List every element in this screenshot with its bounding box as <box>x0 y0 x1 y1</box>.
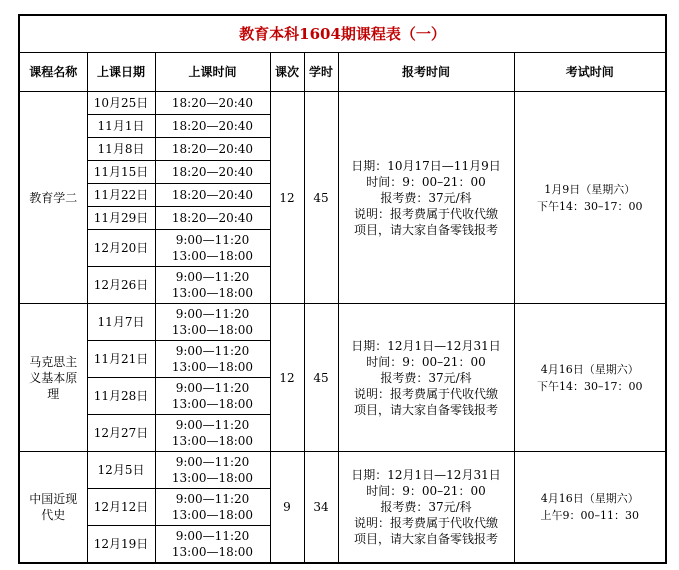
exam-info <box>514 304 666 452</box>
register-info-line: 说明：报考费属于代收代缴 <box>353 386 498 401</box>
register-info-line: 日期：12月1日—12月31日 <box>351 338 501 353</box>
class-time-line: 18:20—20:40 <box>171 96 254 110</box>
class-time-line: 9:00—11:20 <box>175 492 250 506</box>
hours-count: 45 <box>304 304 338 452</box>
register-info-line: 时间：9：00–21：00 <box>366 354 486 369</box>
course-name-line: 中国近现 <box>29 492 78 506</box>
register-info-line: 项目，请大家自备零钱报考 <box>353 402 498 417</box>
header-exam-time: 考试时间 <box>514 53 666 92</box>
class-date: 11月29日 <box>87 207 155 230</box>
course-name-line: 教育学二 <box>29 190 78 205</box>
header-class-date: 上课日期 <box>87 53 155 92</box>
exam-info-line: 上午9：00–11：30 <box>540 509 640 522</box>
class-time <box>155 161 270 184</box>
class-time-line: 9:00—11:20 <box>175 233 250 247</box>
course-name-line: 代史 <box>41 508 66 522</box>
class-time <box>155 207 270 230</box>
header-sessions: 课次 <box>270 53 304 92</box>
table-row <box>19 304 666 341</box>
class-date: 10月25日 <box>87 92 155 115</box>
class-date: 11月8日 <box>87 138 155 161</box>
hours-count: 45 <box>304 92 338 304</box>
session-count: 12 <box>270 92 304 304</box>
register-info-line: 说明：报考费属于代收代缴 <box>353 516 498 530</box>
class-time <box>155 184 270 207</box>
class-time-line: 18:20—20:40 <box>171 119 254 133</box>
class-time-line: 9:00—11:20 <box>175 344 250 358</box>
exam-info-line: 4月16日（星期六） <box>540 362 639 376</box>
session-count: 9 <box>270 452 304 564</box>
course-name <box>19 92 87 304</box>
class-date: 11月21日 <box>87 341 155 378</box>
class-time <box>155 230 270 267</box>
hours-count: 34 <box>304 452 338 564</box>
class-time-line: 13:00—18:00 <box>171 508 254 522</box>
class-time-line: 18:20—20:40 <box>171 211 254 225</box>
class-time-line: 13:00—18:00 <box>171 360 254 374</box>
register-info-line: 报考费：37元/科 <box>380 370 472 385</box>
class-time-line: 9:00—11:20 <box>175 381 250 395</box>
class-date: 11月15日 <box>87 161 155 184</box>
register-info-line: 项目，请大家自备零钱报考 <box>353 222 498 237</box>
class-date: 12月5日 <box>87 452 155 489</box>
class-time-line: 9:00—11:20 <box>175 418 250 432</box>
header-hours: 学时 <box>304 53 338 92</box>
class-date: 12月19日 <box>87 526 155 564</box>
register-info-line: 时间：9：00–21：00 <box>366 484 486 498</box>
class-time-line: 13:00—18:00 <box>171 249 254 263</box>
class-time-line: 13:00—18:00 <box>171 545 254 559</box>
class-time <box>155 452 270 489</box>
class-time-line: 9:00—11:20 <box>175 270 250 284</box>
header-row <box>19 53 666 92</box>
class-time-line: 9:00—11:20 <box>175 529 250 543</box>
class-date: 12月27日 <box>87 415 155 452</box>
class-time <box>155 526 270 564</box>
register-info-line: 说明：报考费属于代收代缴 <box>353 206 498 221</box>
class-time <box>155 138 270 161</box>
course-name <box>19 304 87 452</box>
class-time-line: 13:00—18:00 <box>171 323 254 337</box>
register-info-line: 时间：9：00–21：00 <box>366 174 486 189</box>
exam-info <box>514 92 666 304</box>
course-name <box>19 452 87 564</box>
class-time-line: 9:00—11:20 <box>175 455 250 469</box>
exam-info <box>514 452 666 564</box>
schedule-body <box>19 92 666 564</box>
course-name-line: 义基本原 <box>29 370 78 385</box>
class-time <box>155 415 270 452</box>
class-time <box>155 267 270 304</box>
table-row <box>19 92 666 115</box>
class-date: 11月22日 <box>87 184 155 207</box>
table-row <box>19 452 666 489</box>
class-time <box>155 489 270 526</box>
register-info <box>338 304 514 452</box>
exam-info-line: 下午14：30–17：00 <box>537 199 643 213</box>
class-time <box>155 341 270 378</box>
course-name-line: 理 <box>47 386 60 401</box>
class-time-line: 18:20—20:40 <box>171 165 254 179</box>
class-time <box>155 92 270 115</box>
class-time <box>155 378 270 415</box>
course-name-line: 马克思主 <box>29 354 78 369</box>
class-date: 11月1日 <box>87 115 155 138</box>
register-info-line: 报考费：37元/科 <box>380 190 472 205</box>
session-count: 12 <box>270 304 304 452</box>
header-register-time: 报考时间 <box>338 53 514 92</box>
class-date: 12月12日 <box>87 489 155 526</box>
class-time-line: 9:00—11:20 <box>175 307 250 321</box>
exam-info-line: 1月9日（星期六） <box>544 182 636 196</box>
class-date: 12月26日 <box>87 267 155 304</box>
class-time-line: 13:00—18:00 <box>171 286 254 300</box>
register-info-line: 日期：10月17日—11月9日 <box>351 158 501 173</box>
header-class-time: 上课时间 <box>155 53 270 92</box>
class-time-line: 18:20—20:40 <box>171 142 254 156</box>
register-info-line: 项目，请大家自备零钱报考 <box>353 532 498 546</box>
register-info <box>338 92 514 304</box>
class-time-line: 18:20—20:40 <box>171 188 254 202</box>
header-course-name: 课程名称 <box>19 53 87 92</box>
class-time-line: 13:00—18:00 <box>171 434 254 448</box>
class-date: 11月7日 <box>87 304 155 341</box>
class-date: 11月28日 <box>87 378 155 415</box>
class-time <box>155 304 270 341</box>
exam-info-line: 下午14：30–17：00 <box>537 379 643 393</box>
class-time-line: 13:00—18:00 <box>171 471 254 485</box>
exam-info-line: 4月16日（星期六） <box>540 492 639 505</box>
class-date: 12月20日 <box>87 230 155 267</box>
register-info <box>338 452 514 564</box>
register-info-line: 日期：12月1日—12月31日 <box>351 468 501 482</box>
class-time <box>155 115 270 138</box>
register-info-line: 报考费：37元/科 <box>380 500 472 514</box>
class-time-line: 13:00—18:00 <box>171 397 254 411</box>
schedule-table <box>18 14 667 564</box>
table-title: 教育本科1604期课程表（一） <box>19 15 666 53</box>
